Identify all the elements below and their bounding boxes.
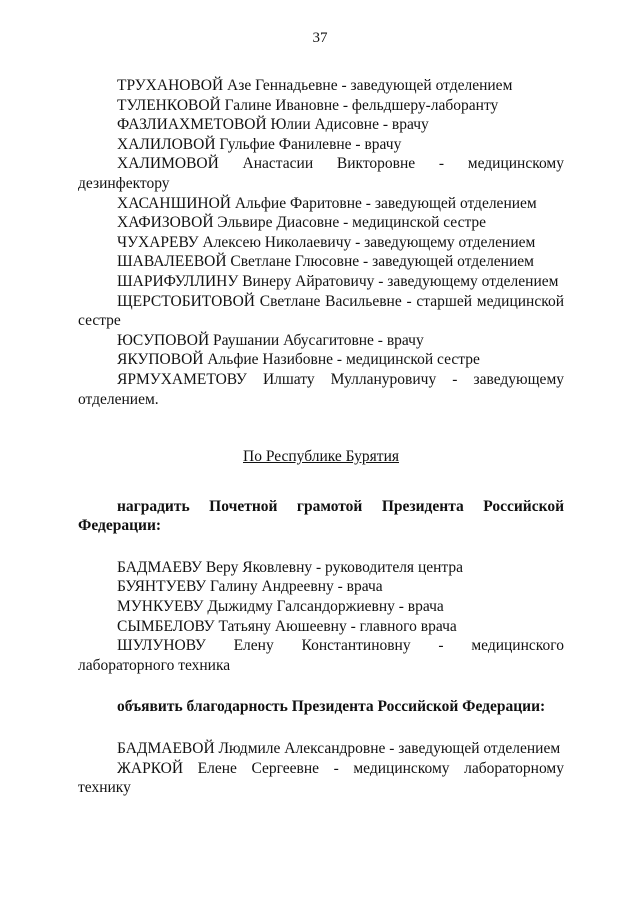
recipient-entry: ТУЛЕНКОВОЙ Галине Ивановне - фельдшеру-лаборанту (117, 96, 499, 114)
recipient-entry: ЮСУПОВОЙ Раушании Абусагитовне - врачу (117, 331, 424, 349)
recipients-list-2 (78, 558, 564, 676)
recipient-entry: БАДМАЕВУ Веру Яковлевну - руководителя центра (117, 558, 464, 576)
recipient-entry: ЖАРКОЙ Елене Сергеевне - медицинскому лабораторному технику (78, 759, 564, 797)
recipient-entry: ЧУХАРЕВУ Алексею Николаевичу - заведующему отделением (117, 233, 536, 251)
recipient-entry: ЩЕРСТОБИТОВОЙ Светлане Васильевне - старшей медицинской сестре (78, 292, 564, 330)
recipient-entry: ЯКУПОВОЙ Альфие Назибовне - медицинской сестре (117, 351, 480, 369)
document-body (78, 76, 564, 798)
recipients-list-3 (78, 739, 564, 798)
recipient-entry: БУЯНТУЕВУ Галину Андреевну - врача (117, 578, 383, 596)
recipient-entry: ХАЛИМОВОЙ Анастасии Викторовне - медицинскому дезинфектору (78, 155, 564, 192)
recipient-entry: ХАЛИЛОВОЙ Гульфие Фанилевне - врачу (117, 135, 402, 153)
recipient-entry: СЫМБЕЛОВУ Татьяну Аюшеевну - главного врача (117, 617, 457, 635)
recipient-entry: ТРУХАНОВОЙ Азе Геннадьевне - заведующей отделением (117, 77, 513, 94)
recipient-entry: ЯРМУХАМЕТОВУ Илшату Муллануровичу - заведующему отделением. (78, 370, 564, 408)
recipient-entry: ШАРИФУЛЛИНУ Винеру Айратовичу - заведующему отделением (117, 272, 559, 290)
recipient-entry: ХАФИЗОВОЙ Эльвире Диасовне - медицинской сестре (117, 214, 487, 232)
recipient-entry: МУНКУЕВУ Дыжидму Галсандоржиевну - врача (117, 598, 444, 616)
recipients-list-1 (78, 76, 564, 409)
recipient-entry: ШАВАЛЕЕВОЙ Светлане Глюсовне - заведующей отделением (117, 253, 534, 271)
region-heading: По Республике Бурятия (243, 448, 399, 466)
recipient-entry: ШУЛУНОВУ Елену Константиновну - медицинского лабораторного техника (78, 637, 564, 674)
page-number: 37 (312, 30, 328, 46)
award-heading: наградить Почетной грамотой Президента Российской Федерации: (78, 497, 564, 535)
recipient-entry: ХАСАНШИНОЙ Альфие Фаритовне - заведующей отделением (117, 194, 537, 212)
recipient-entry: БАДМАЕВОЙ Людмиле Александровне - заведующей отделением (117, 740, 561, 758)
recipient-entry: ФАЗЛИАХМЕТОВОЙ Юлии Адисовне - врачу (117, 116, 429, 134)
gratitude-heading: объявить благодарность Президента Российской Федерации: (117, 698, 546, 716)
